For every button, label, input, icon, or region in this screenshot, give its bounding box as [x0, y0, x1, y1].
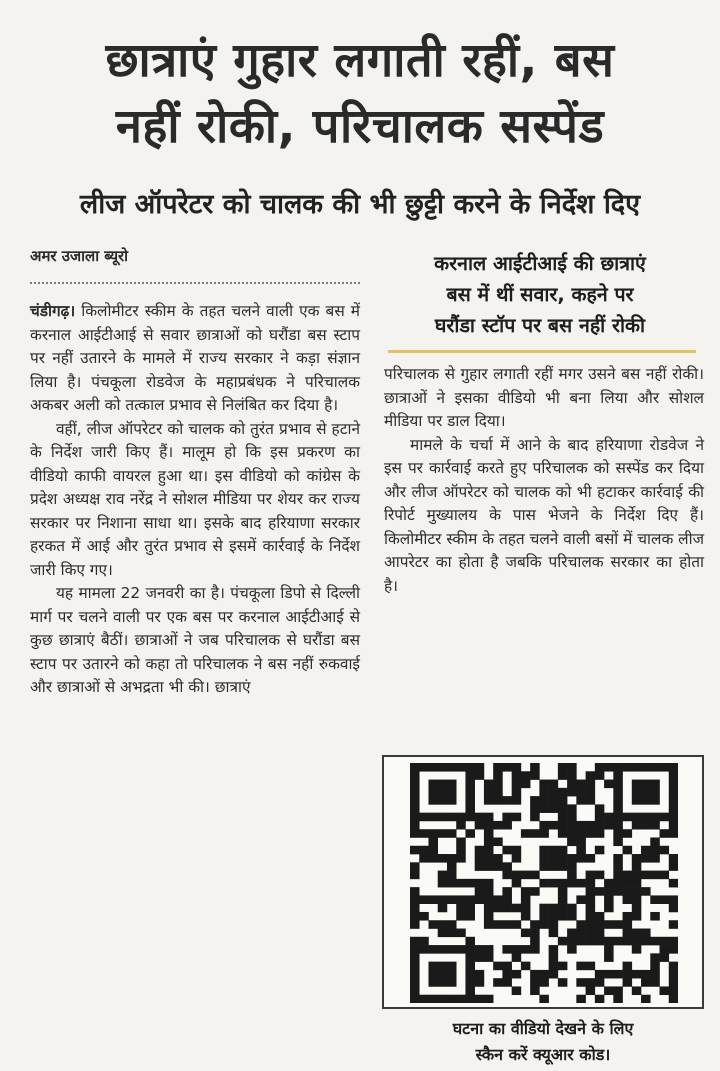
- pull-quote-line-1: करनाल आईटीआई की छात्राएं: [434, 252, 646, 275]
- pull-quote: [384, 248, 696, 341]
- paragraph-1-text: किलोमीटर स्कीम के तहत चलने वाली एक बस में करनाल आईटीआई से सवार छात्राओं को घरौंडा बस स्टाप पर नहीं उतारने के मामले में राज्य सरकार ने कड़ा संज्ञान लिया है। पंचकूला रोडवेज के महाप्रबंधक ने परिचालक अकबर अली को तत्काल प्रभाव से निलंबित कर दिया है।: [30, 302, 360, 414]
- subheadline: लीज ऑपरेटर को चालक की भी छुट्टी करने के निर्देश दिए: [79, 189, 641, 220]
- dateline: चंडीगढ़।: [30, 302, 76, 320]
- pull-quote-line-2: बस में थीं सवार, कहने पर: [446, 283, 634, 306]
- pull-quote-line-3: घरौंडा स्टॉप पर बस नहीं रोकी: [434, 314, 646, 337]
- qr-caption-line-1: घटना का वीडियो देखने के लिए: [452, 1019, 634, 1038]
- headline-line-2: नहीं रोकी, परिचालक सस्पेंड: [115, 99, 605, 154]
- qr-caption-line-2: स्कैन करें क्यूआर कोड।: [475, 1045, 611, 1064]
- pull-quote-rule: [388, 350, 696, 353]
- qr-caption: [382, 1016, 704, 1068]
- paragraph-2: वहीं, लीज ऑपरेटर को चालक को तुरंत प्रभाव से हटाने के निर्देश जारी किए हैं। मालूम हो कि इस प्रकरण का वीडियो काफी वायरल हुआ था। इस वीडियो को कांग्रेस के प्रदेश अध्यक्ष राव नरेंद्र ने सोशल मीडिया पर शेयर कर राज्य सरकार पर निशाना साधा था। इसके बाद हरियाणा सरकार हरकत में आई और तुरंत प्रभाव से इसमें कार्रवाई के निर्देश जारी किए गए।: [30, 419, 360, 579]
- headline-line-1: छात्राएं गुहार लगाती रहीं, बस: [105, 33, 615, 88]
- headline: [0, 28, 720, 160]
- paragraph-3: यह मामला 22 जनवरी का है। पंचकूला डिपो से दिल्ली मार्ग पर चलने वाली पर एक बस पर करनाल आईटीआई से कुछ छात्राएं बैठीं। छात्राओं ने जब परिचालक से घरौंडा बस स्टाप पर उतारने को कहा तो परिचालक ने बस नहीं रुकवाई और छात्राओं से अभद्रता भी की। छात्राएं: [30, 584, 360, 696]
- left-column: [30, 300, 360, 700]
- paragraph-1: [30, 300, 360, 418]
- qr-code-box: [382, 755, 704, 1009]
- paragraph-4: परिचालक से गुहार लगाती रहीं मगर उसने बस नहीं रोकी। छात्राओं ने इसका वीडियो भी बना लिया और सोशल मीडिया पर डाल दिया।: [384, 365, 704, 430]
- paragraph-5: मामले के चर्चा में आने के बाद हरियाणा रोडवेज ने इस पर कार्रवाई करते हुए परिचालक को सस्पेंड कर दिया और लीज ऑपरेटर को चालक को भी हटाकर कार्रवाई की रिपोर्ट मुख्यालय के पास भेजने के निर्देश दिए हैं। किलोमीटर स्कीम के तहत चलने वाली बसों में चालक लीज आपरेटर का होता है जबकि परिचालक सरकार का होता है।: [384, 435, 704, 595]
- byline-divider: [30, 282, 360, 284]
- byline: अमर उजाला ब्यूरो: [30, 247, 129, 265]
- qr-code-icon[interactable]: [410, 763, 678, 1003]
- right-column: [384, 363, 704, 598]
